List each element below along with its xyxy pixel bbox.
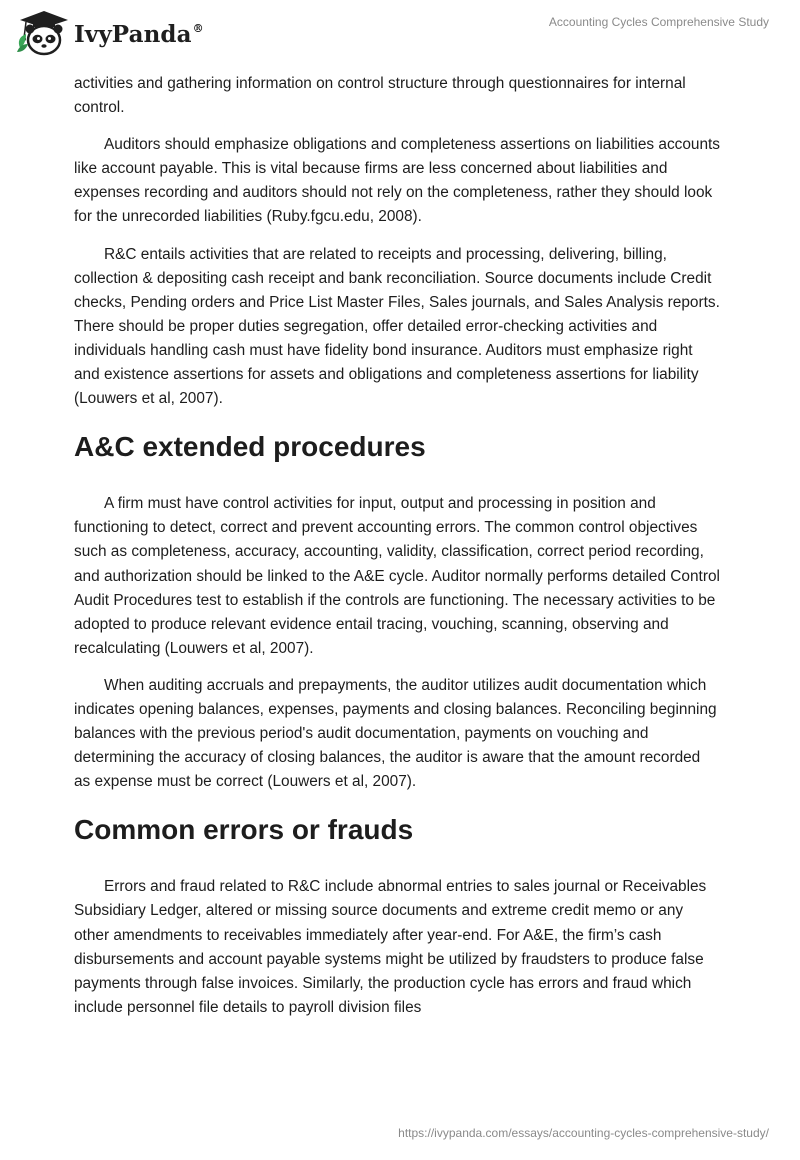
page-header	[0, 0, 800, 70]
paragraph-continuation: activities and gathering information on control structure through questionnaires for internal control.	[74, 75, 686, 117]
panda-graduate-icon	[14, 8, 70, 58]
essay-content	[74, 72, 720, 1033]
paragraph-accruals-prepayments: When auditing accruals and prepayments, the auditor utilizes audit documentation which indicates opening balances, expenses, payments and closing balances. Reconciling beginning balances with the previous period's audit documentation, payments on vouching and determining the accuracy of closing balances, the auditor is aware that the amount recorded as expense must be correct (Louwers et al, 2007).	[74, 676, 717, 791]
paragraph-liabilities-assertions: Auditors should emphasize obligations and completeness assertions on liabilities accounts like account payable. This is vital because firms are less concerned about liabilities and expenses recording and auditors should not rely on the completeness, rather they should look for the unrecorded liabilities (Ruby.fgcu.edu, 2008).	[74, 136, 720, 226]
document-title: Accounting Cycles Comprehensive Study	[548, 15, 769, 29]
page-url[interactable]: https://ivypanda.com/essays/accounting-cycles-comprehensive-study/	[398, 1126, 769, 1140]
section-heading-common-errors: Common errors or frauds	[74, 814, 414, 846]
paragraph-rc-activities: R&C entails activities that are related to receipts and processing, delivering, billing, collection & depositing cash receipt and bank reconciliation. Source documents include Credit checks, Pending orders and Price List Master Files, Sales journals, and Sales Analysis reports. There should be proper duties segregation, offer detailed error-checking activities and individuals handling cash must have fidelity bond insurance. Auditors must emphasize right and existence assertions for assets and obligations and completeness assertions for liability (Louwers et al, 2007).	[74, 245, 720, 408]
paragraph-errors-fraud: Errors and fraud related to R&C include abnormal entries to sales journal or Receivables Subsidiary Ledger, altered or missing source documents and extreme credit memo or any other amendments to receivables immediately after year-end. For A&E, the firm’s cash disbursements and account payable systems might be utilized by fraudsters to produce false payments through false invoices. Similarly, the production cycle has errors and fraud which include personnel file details to payroll division files	[74, 878, 707, 1016]
section-heading-ac-extended-procedures: A&C extended procedures	[74, 431, 426, 463]
paragraph-control-activities: A firm must have control activities for input, output and processing in position and functioning to detect, correct and prevent accounting errors. The common control objectives such as completeness, accuracy, accounting, validity, classification, correct period recording, and authorization should be linked to the A&E cycle. Auditor normally performs detailed Control Audit Procedures test to establish if the controls are functioning. The necessary activities to be adopted to produce relevant evidence entail tracing, vouching, scanning, observing and recalculating (Louwers et al, 2007).	[74, 495, 720, 657]
brand-name: IvyPanda®	[74, 20, 204, 48]
ivypanda-logo[interactable]	[14, 8, 204, 58]
